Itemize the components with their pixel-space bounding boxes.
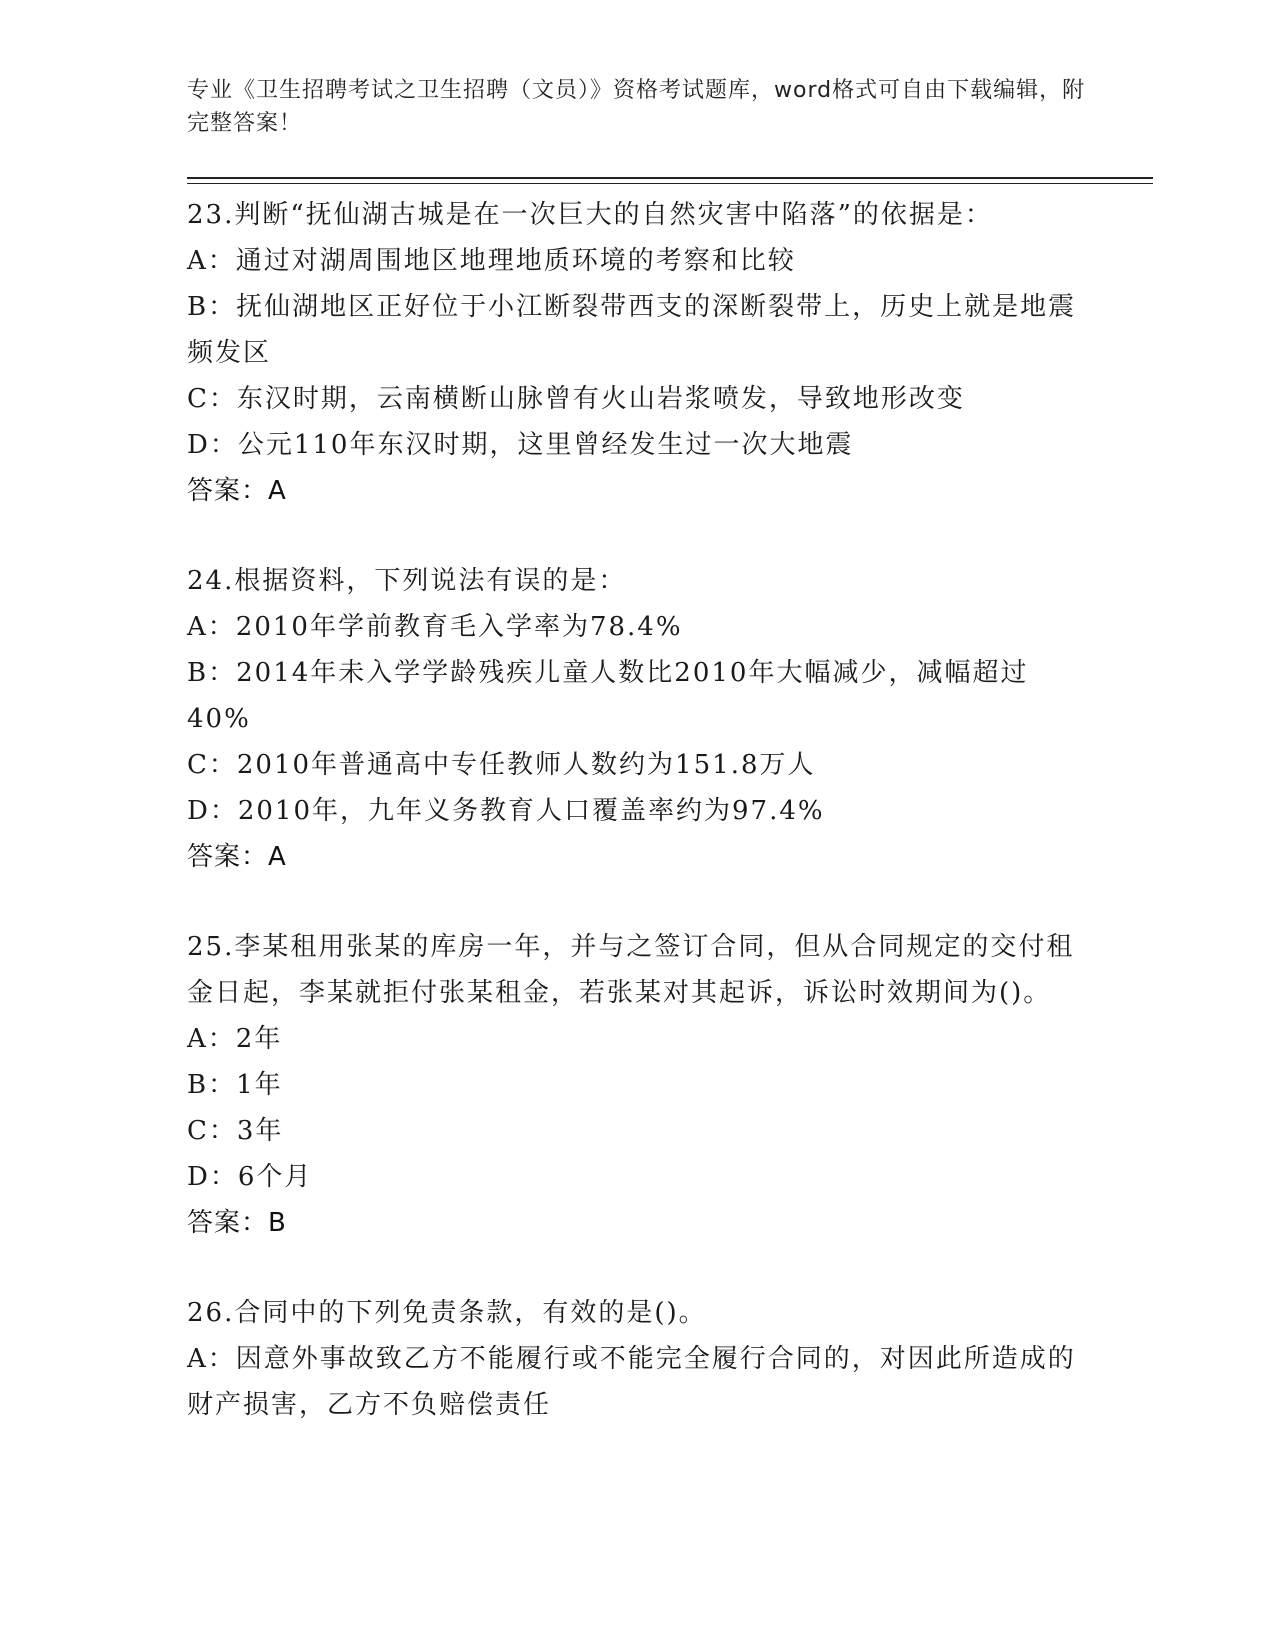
header-divider-thick	[187, 177, 1153, 179]
question-stem: 24.根据资料，下列说法有误的是：	[187, 566, 627, 596]
option-d: D：公元110年东汉时期，这里曾经发生过一次大地震	[187, 430, 854, 460]
option-b: B：1年	[187, 1070, 283, 1100]
document-header: 专业《卫生招聘考试之卫生招聘（文员）》资格考试题库，word格式可自由下载编辑，附完整答案！	[187, 78, 1086, 136]
question-stem: 26.合同中的下列免责条款，有效的是()。	[187, 1298, 707, 1328]
option-c: C：东汉时期，云南横断山脉曾有火山岩浆喷发，导致地形改变	[187, 384, 965, 414]
option-d: D：6个月	[187, 1162, 313, 1192]
option-d: D：2010年，九年义务教育人口覆盖率约为97.4%	[187, 796, 825, 826]
option-a: A：2010年学前教育毛入学率为78.4%	[187, 612, 683, 642]
question-stem: 25.李某租用张某的库房一年，并与之签订合同，但从合同规定的交付租金日起，李某就拒付张某租金，若张某对其起诉，诉讼时效期间为()。	[187, 932, 1075, 1008]
question-26	[187, 1290, 1087, 1428]
option-c: C：3年	[187, 1116, 284, 1146]
answer-label: 答案：A	[187, 476, 287, 506]
question-25	[187, 924, 1087, 1246]
answer-label: 答案：B	[187, 1208, 287, 1238]
option-c: C：2010年普通高中专任教师人数约为151.8万人	[187, 750, 816, 780]
option-b: B：抚仙湖地区正好位于小江断裂带西支的深断裂带上，历史上就是地震频发区	[187, 292, 1077, 368]
answer-label: 答案：A	[187, 842, 287, 872]
option-a: A：通过对湖周围地区地理地质环境的考察和比较	[187, 246, 796, 276]
header-divider-thin	[187, 183, 1153, 184]
question-24	[187, 558, 1087, 880]
option-a: A：2年	[187, 1024, 283, 1054]
question-list	[187, 192, 1087, 1472]
option-a: A：因意外事故致乙方不能履行或不能完全履行合同的，对因此所造成的财产损害，乙方不负赔偿责任	[187, 1344, 1076, 1420]
question-23	[187, 192, 1087, 514]
option-b: B：2014年未入学学龄残疾儿童人数比2010年大幅减少，减幅超过40%	[187, 658, 1029, 734]
question-stem: 23.判断“抚仙湖古城是在一次巨大的自然灾害中陷落”的依据是：	[187, 200, 993, 230]
